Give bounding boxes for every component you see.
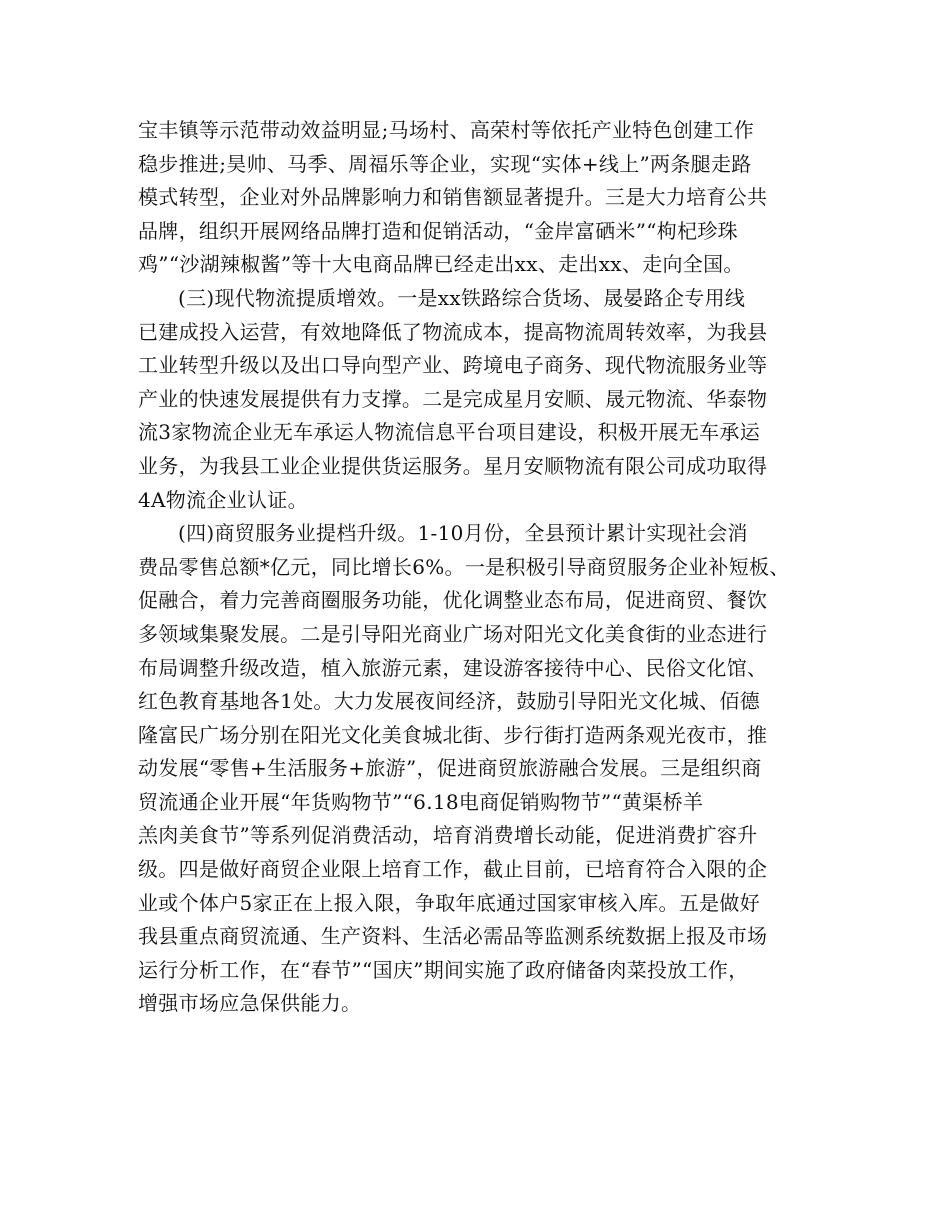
text-line: 已建成投入运营，有效地降低了物流成本，提高物流周转效率，为我县: [138, 319, 768, 344]
text-line: 鸡”“沙湖辣椒酱”等十大电商品牌已经走出xx、走出xx、走向全国。: [138, 252, 744, 277]
text-line: 流3家物流企业无车承运人物流信息平台项目建设，积极开展无车承运: [138, 420, 761, 445]
text-line: 业务，为我县工业企业提供货运服务。星月安顺物流有限公司成功取得: [138, 453, 768, 478]
text-line: 费品零售总额*亿元，同比增长6%。一是积极引导商贸服务企业补短板、: [138, 554, 790, 579]
document-body: [138, 114, 838, 1021]
text-line: 贸流通企业开展“年货购物节”“6.18电商促销购物节”“黄渠桥羊: [138, 789, 704, 814]
text-line: 多领域集聚发展。二是引导阳光商业广场对阳光文化美食街的业态进行: [138, 621, 768, 646]
text-line: 促融合，着力完善商圈服务功能，优化调整业态布局，促进商贸、餐饮: [138, 588, 768, 613]
text-line: 品牌，组织开展网络品牌打造和促销活动，“金岸富硒米”“枸杞珍珠: [138, 218, 738, 243]
text-line: 动发展“零售+生活服务+旅游”，促进商贸旅游融合发展。三是组织商: [138, 756, 762, 781]
text-line: 工业转型升级以及出口导向型产业、跨境电子商务、现代物流服务业等: [138, 353, 768, 378]
text-line: 产业的快速发展提供有力支撑。二是完成星月安顺、晟元物流、华泰物: [138, 386, 768, 411]
text-line: 宝丰镇等示范带动效益明显;马场村、高荣村等依托产业特色创建工作: [138, 118, 755, 142]
text-line: 隆富民广场分别在阳光文化美食城北街、步行街打造两条观光夜市，推: [138, 722, 768, 747]
text-line: 红色教育基地各1处。大力发展夜间经济，鼓励引导阳光文化城、佰德: [138, 689, 761, 714]
paragraph-first-line: (四)商贸服务业提档升级。1-10月份，全县预计累计实现社会消: [178, 521, 748, 546]
text-line: 级。四是做好商贸企业限上培育工作，截止目前，已培育符合入限的企: [138, 857, 768, 882]
text-line: 增强市场应急保供能力。: [138, 991, 362, 1016]
text-line: 模式转型，企业对外品牌影响力和销售额显著提升。三是大力培育公共: [138, 185, 768, 210]
text-line: 运行分析工作，在“春节”“国庆”期间实施了政府储备肉菜投放工作，: [138, 957, 749, 982]
paragraph-first-line: (三)现代物流提质增效。一是xx铁路综合货场、晟晏路企专用线: [178, 285, 746, 310]
text-line: 羔肉美食节”等系列促消费活动，培育消费增长动能，促进消费扩容升: [138, 823, 758, 848]
text-line: 我县重点商贸流通、生产资料、生活必需品等监测系统数据上报及市场: [138, 924, 768, 949]
text-line: 布局调整升级改造，植入旅游元素，建设游客接待中心、民俗文化馆、: [138, 655, 768, 680]
text-line: 4A物流企业认证。: [138, 487, 308, 512]
text-line: 稳步推进;昊帅、马季、周福乐等企业，实现“实体+线上”两条腿走路: [138, 151, 752, 176]
text-line: 业或个体户5家正在上报入限，争取年底通过国家审核入库。五是做好: [138, 890, 761, 915]
